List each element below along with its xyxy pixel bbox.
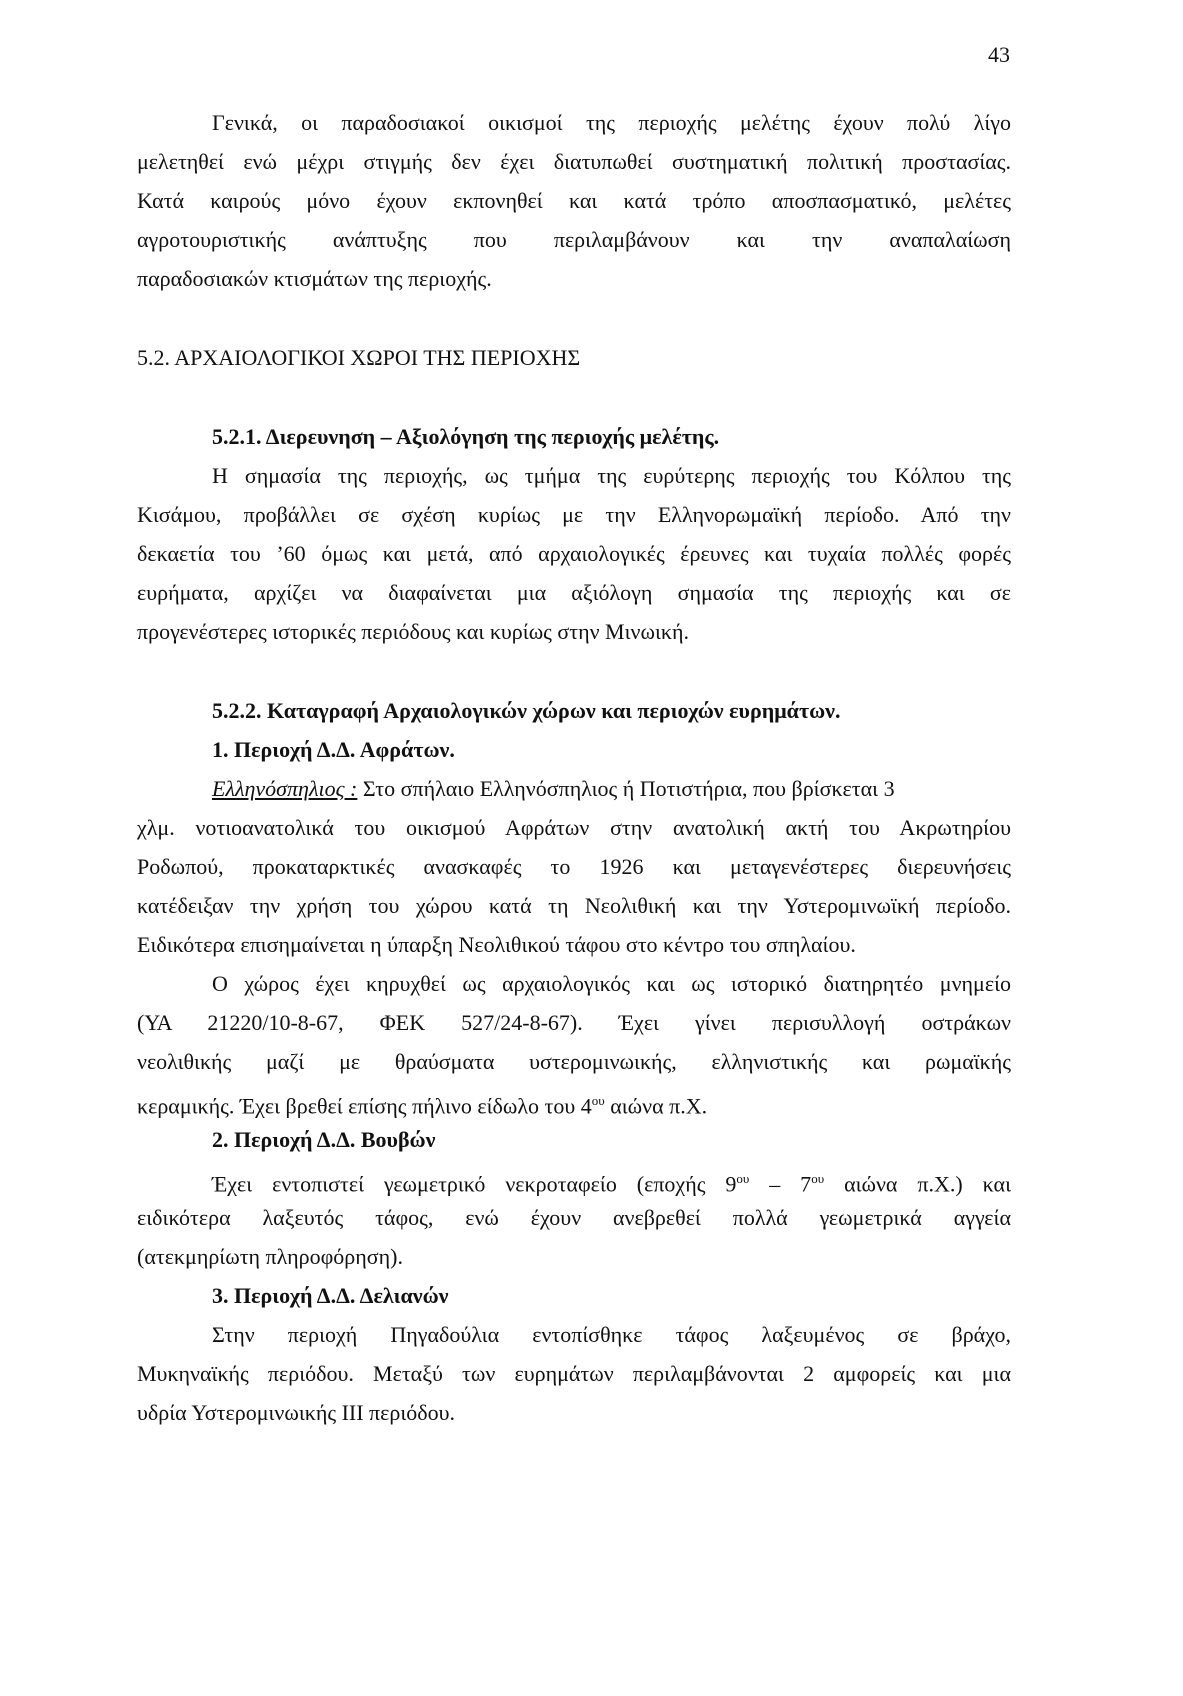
area-heading: 2. Περιοχή Δ.Δ. Βουβών (212, 1127, 436, 1152)
area-heading: 1. Περιοχή Δ.Δ. Αφράτων. (212, 737, 455, 762)
body-line: (ατεκμηρίωτη πληροφόρηση). (137, 1244, 403, 1269)
text-run: αιώνα π.Χ.) και (824, 1171, 1012, 1197)
body-line (137, 1086, 1011, 1121)
body-line: Στην περιοχή Πηγαδούλια εντοπίσθηκε τάφος λαξευμένος σε βράχο, (212, 1322, 1011, 1347)
body-line: ευρήματα, αρχίζει να διαφαίνεται μια αξιόλογη σημασία της περιοχής και σε (137, 580, 1011, 605)
intro-line: παραδοσιακών κτισμάτων της περιοχής. (137, 266, 492, 291)
body-line: χλμ. νοτιοανατολικά του οικισμού Αφράτων στην ανατολική ακτή του Ακρωτηρίου (137, 815, 1011, 840)
body-line: Η σημασία της περιοχής, ως τμήμα της ευρύτερης περιοχής του Κόλπου της (212, 463, 1011, 488)
superscript: ου (736, 1171, 750, 1186)
body-line: (ΥΑ 21220/10-8-67, ΦΕΚ 527/24-8-67). Έχει γίνει περισυλλογή οστράκων (137, 1010, 1011, 1035)
body-line: δεκαετία του ’60 όμως και μετά, από αρχαιολογικές έρευνες και τυχαία πολλές φορές (137, 541, 1011, 566)
site-description: Στο σπήλαιο Ελληνόσπηλιος ή Ποτιστήρια, που βρίσκεται 3 (357, 776, 895, 801)
site-name: Ελληνόσπηλιος : (212, 776, 358, 801)
text-run: κεραμικής. Έχει βρεθεί επίσης πήλινο είδωλο του 4 (137, 1093, 592, 1119)
subsection-heading: 5.2.2. Καταγραφή Αρχαιολογικών χώρων και περιοχών ευρημάτων. (212, 698, 841, 723)
area-heading: 3. Περιοχή Δ.Δ. Δελιανών (212, 1283, 449, 1308)
body-line: Ειδικότερα επισημαίνεται η ύπαρξη Νεολιθικού τάφου στο κέντρο του σπηλαίου. (137, 932, 856, 957)
subsection-heading: 5.2.1. Διερευνηση – Αξιολόγηση της περιοχής μελέτης. (212, 424, 720, 449)
page-number: 43 (988, 42, 1010, 67)
body-line: κατέδειξαν την χρήση του χώρου κατά τη Νεολιθική και την Υστερομινωϊκή περίοδο. (137, 893, 1011, 918)
body-line: Κισάμου, προβάλλει σε σχέση κυρίως με την Ελληνορωμαϊκή περίοδο. Από την (137, 502, 1011, 527)
body-line: υδρία Υστερομινωικής ΙΙΙ περιόδου. (137, 1400, 456, 1425)
site-line (212, 774, 1011, 804)
text-run: – 7 (749, 1171, 812, 1197)
body-line: Μυκηναϊκής περιόδου. Μεταξύ των ευρημάτων περιλαμβάνονται 2 αμφορείς και μια (137, 1361, 1011, 1386)
body-line (212, 1164, 1011, 1199)
body-line: νεολιθικής μαζί με θραύσματα υστερομινωικής, ελληνιστικής και ρωμαϊκής (137, 1049, 1011, 1074)
intro-line: Κατά καιρούς μόνο έχουν εκπονηθεί και κατά τρόπο αποσπασματικό, μελέτες (137, 188, 1011, 213)
section-heading: 5.2. ΑΡΧΑΙΟΛΟΓΙΚΟΙ ΧΩΡΟΙ ΤΗΣ ΠΕΡΙΟΧΗΣ (137, 345, 581, 370)
intro-line: αγροτουριστικής ανάπτυξης που περιλαμβάνουν και την αναπαλαίωση (137, 227, 1011, 252)
superscript: ου (591, 1093, 605, 1108)
text-run: αιώνα π.Χ. (604, 1093, 708, 1119)
body-line: Ροδωπού, προκαταρκτικές ανασκαφές το 1926 και μεταγενέστερες διερευνήσεις (137, 854, 1011, 879)
text-run: Έχει εντοπιστεί γεωμετρικό νεκροταφείο (εποχής 9 (212, 1171, 737, 1197)
intro-line: μελετηθεί ενώ μέχρι στιγμής δεν έχει διατυπωθεί συστηματική πολιτική προστασίας. (137, 149, 1011, 174)
superscript: ου (811, 1171, 825, 1186)
body-line: ειδικότερα λαξευτός τάφος, ενώ έχουν ανεβρεθεί πολλά γεωμετρικά αγγεία (137, 1205, 1011, 1230)
body-line: Ο χώρος έχει κηρυχθεί ως αρχαιολογικός και ως ιστορικό διατηρητέο μνημείο (212, 971, 1011, 996)
intro-line: Γενικά, οι παραδοσιακοί οικισμοί της περιοχής μελέτης έχουν πολύ λίγο (212, 110, 1011, 135)
body-line: προγενέστερες ιστορικές περιόδους και κυρίως στην Μινωική. (137, 619, 689, 644)
